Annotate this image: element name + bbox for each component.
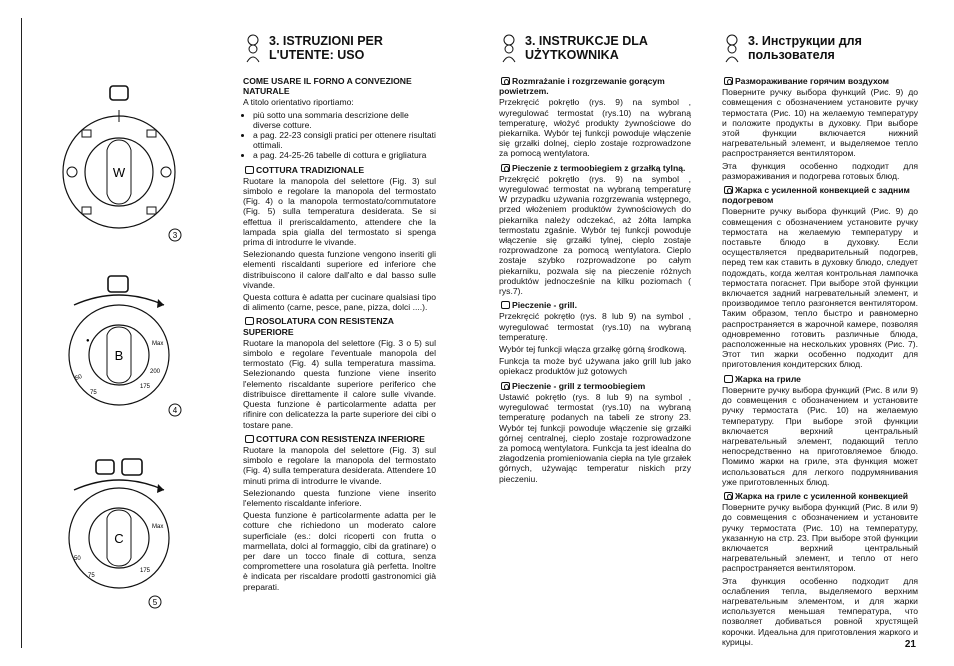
fan-oven-icon [501,164,510,172]
it-section1-title: COME USARE IL FORNO A CONVEZIONE NATURALE [243,76,412,97]
defrost-icon [501,77,510,85]
it-section2-text3: Questa cottura è adatta per cucinare qualsiasi tipo di alimento (carne, pesce, pane, pizza, dolci ....). [243,292,436,313]
pl-section3-text2: Wybór tej funkcji włącza grzałkę górną środkową. [499,344,687,355]
it-section3-text: Ruotare la manopola del selettore (Fig. 3 o 5) sul simbolo e regolare l'eventuale manopola del termostato (Fig. 4) sulla temperatura massima. Selezionando questa funzione viene inserito l'elemento riscaldante superiore periferico che distribuisce direttamente il calore sulle vivande. Questa funzione è particolarmente adatta per rifinire con delicatezza la parte superiore dei cibi o tostare pane. [243,337,436,430]
oven-icon [245,166,254,174]
svg-text:●: ● [86,338,90,344]
bottom-element-icon [245,435,254,443]
figures-panel [30,80,200,620]
ru-section1-text: Поверните ручку выбора функций (Рис. 9) до совмещения с обозначением установите ручку термостата (Рис. 10) на желаемую температуру и положите продукты в духовку. При выборе этой функции включается нижний нагревательный элемент, и выделяемое тепло распространяется вентилятором. [722,87,918,159]
ru-section4-title: Жарка на гриле с усиленной конвекцией [722,491,918,501]
chef-icon [722,34,742,64]
ru-title-line1: 3. Инструкции для [748,34,862,48]
polish-column [499,34,691,486]
it-section4-text3: Questa funzione è particolarmente adatta per le cotture che richiedono un moderato calore superficiale (es.: dolci ricoperti con frutta o marmellata, dolci al formaggio, cibi da gratinare) o per dare un tocco finale di cottura, senza compromettere una rosolatura già perfetta. Inoltre è indicata per riscaldare prodotti gastronomici già preparati. [243,510,436,592]
it-title-line2: L'UTENTE: USO [269,48,365,62]
grill-icon [724,375,733,383]
ru-section2-text: Поверните ручку выбора функций (Рис. 9) до совмещения с обозначением установите ручку термостата на желаемую температуру и поставьте блюдо в духовку. Если осуществляется предварительный подогрев, перед тем как ставить в духовку блюдо, следует подождать, когда желтая контрольная лампочка термостата погаснет. При выборе этой функции включается задний нагревательный элемент, и производимое тепло разгоняется вентилятором. Таким образом, тепло быстро и равномерно распространяется в жарочной камере, позволяя одновременно готовить различные блюда, расположенные на нескольких уровнях (Рис. 7). Этот тип жарки особенно подходит для приготовления кондитерских блюд. [722,206,918,370]
pl-section4-text: Ustawić pokrętło (rys. 8 lub 9) na symbol , wyregulować termostat (rys.10) na wybraną temperaturę podanych na tabeli ze strony 23. Wybór tej funkcji powoduje włączenie się grzałki górnej centralnej, cieplo zostaje rozprowadzone za pomocą wentylatora. Funkcja ta jest idealna do złagodzenia promieniowania ciepła na tyle grzałek górnych, używając temperatur niskich przy pieczeniu. [499,391,691,484]
svg-text:C: C [114,531,124,546]
svg-text:200: 200 [150,369,161,375]
svg-text:Max: Max [152,524,164,530]
pl-section1-title: Rozmrażanie i rozgrzewanie gorącym powietrzem. [499,76,665,97]
ru-header [722,34,918,64]
svg-text:175: 175 [140,384,151,390]
svg-text:50: 50 [74,373,83,382]
it-section2-text: Ruotare la manopola del selettore (Fig. 3) sul simbolo e regolare la manopola del termostato (Fig. 4) o la manopola termostato/commutatore (Fig. 5) sulla temperatura desiderata. Se si effettua il preriscaldamento, attendere che la lampada spia gialla del termostato si spenga prima di introdurre le vivande. [243,175,436,248]
page-border-line [21,18,22,648]
fan-grill-icon [724,492,733,500]
pl-section4-title: Pieczenie - grill z termoobiegiem [499,381,691,391]
top-element-icon [245,317,254,325]
ru-section3-title: Жарка на гриле [722,374,918,384]
italian-column [243,34,436,594]
fig3-knob-letter: W [112,165,126,180]
pl-title-line1: 3. INSTRUKCJE DLA [525,34,648,48]
pl-section3-title: Pieczenie - grill. [499,300,691,310]
grill-icon [501,301,510,309]
it-title-line1: 3. ISTRUZIONI PER [269,34,383,48]
svg-text:B: B [114,348,124,363]
ru-section1-title: Размораживание горячим воздухом [722,76,918,86]
it-header [243,34,436,64]
pl-section2-title: Pieczenie z termoobiegiem z grzałką tylną. [499,163,691,173]
svg-text:3: 3 [172,231,178,240]
list-item: • a pag. 24-25-26 tabelle di cottura e grigliatura [253,150,436,160]
ru-section2-title: Жарка с усиленной конвекцией с задним подогревом [722,185,910,206]
fan-oven-icon [724,186,733,194]
it-section1-intro: A titolo orientativo riportiamo: [243,97,354,108]
pl-section3-text3: Funkcja ta może być używana jako grill lub jako opiekacz produktów już gotowych [499,356,691,377]
pl-title-line2: UŻYTKOWNIKA [525,48,619,62]
list-item: • a pag. 22-23 consigli pratici per ottenere risultati ottimali. [253,130,436,150]
fan-grill-icon [501,382,510,390]
ru-section4-text2: Эта функция особенно подходит для ослабления тепла, выделяемого верхним нагревательным элементом, и для жарки используется меньшая температура, что позволяет добиваться ровной хрустящей корочки. Идеальна для приготовления жаркого и курицы. [722,575,918,647]
svg-text:Max: Max [152,341,164,347]
it-section4-text2: Selezionando questa funzione viene inserito l'elemento riscaldante inferiore. [243,487,436,508]
it-section2-title: COTTURA TRADIZIONALE [243,165,436,175]
it-section3-title: ROSOLATURA CON RESISTENZA SUPERIORE [243,316,394,337]
pl-section3-text: Przekręcić pokrętło (rys. 8 lub 9) na symbol , wyregulować termostat (rys.10) na wybraną temperaturę. [499,311,691,342]
svg-text:50: 50 [74,556,81,562]
defrost-icon [724,77,733,85]
ru-section3-text: Поверните ручку выбора функций (Рис. 8 или 9) до совмещения с обозначением и установите ручку термостата (Рис. 10) на желаемую температуру. При выборе этой функции включается верхний центральный нагревательный элемент, подающий тепло непосредственно на приготовляемое блюдо. Помимо жарки на гриле, эта функция может использоваться для легкого подрумянивания уже приготовленных блюд. [722,384,918,487]
chef-icon [499,34,519,64]
svg-text:5: 5 [152,598,158,607]
ru-section4-text: Поверните ручку выбора функций (Рис. 8 или 9) до совмещения с обозначением и установите ручку термостата (Рис. 10) на температуру, указанную на стр. 23. При выборе этой функции включается верхний центральный нагревательный элемент, и тепло от него распространяется вентилятором. [722,502,918,574]
chef-icon [243,34,263,64]
svg-text:75: 75 [90,390,97,396]
svg-text:175: 175 [140,568,151,574]
ru-title-line2: пользователя [748,48,835,62]
page-number: 21 [904,639,916,650]
it-section4-title: COTTURA CON RESISTENZA INFERIORE [243,434,436,444]
list-item: • più sotto una sommaria descrizione delle diverse cotture. [253,110,436,130]
it-section1-list [243,110,436,161]
svg-text:4: 4 [172,406,178,415]
it-section4-text: Ruotare la manopola del selettore (Fig. 3) sul simbolo e regolare la manopola del termostato (Fig. 4) sulla temperatura desiderata. Attendere 10 minuti prima di introdurre le vivande. [243,444,436,486]
pl-section2-text: Przekręcić pokrętło (rys. 9) na symbol , wyregulować termostat na wybraną temperaturę W przypadku używania rozgrzewania wstępnego, przed włożeniem produktów żywnościowych do piekarnika należy odczekać, aż żółta lampka termostatu zgaśnie. Wybór tej funkcji powoduje włączenie się grzałki tylnej, cieplo zostaje rozprowadzone za pomocą wentylatora. Cieplo zostaje szybko rozprowadzone po całym piekarniku, pozwala się na pieczenie różnych produktów jednocześnie na kilku poziomach ( rys.7). [499,173,691,297]
svg-text:75: 75 [88,573,95,579]
pl-header [499,34,691,64]
it-section2-text2: Selezionando questa funzione vengono inseriti gli elementi riscaldanti superiore ed inferiore che distribuiscono il calore dall'alto e dal basso sulle vivande. [243,249,436,290]
ru-section1-text2: Эта функция особенно подходит для размораживания и подогрева готовых блюд. [722,160,918,181]
pl-section1-text: Przekręcić pokrętło (rys. 9) na symbol , wyregulować termostat (rys.10) na wybraną temperaturę, włożyć produkty żywnościowe do piekarnika. Wybór tej funkcji powoduje włączenie się grzałki dolnej, cieplo zostaje rozprowadzone za pomocą wentylatora. [499,97,691,159]
russian-column [722,34,918,649]
